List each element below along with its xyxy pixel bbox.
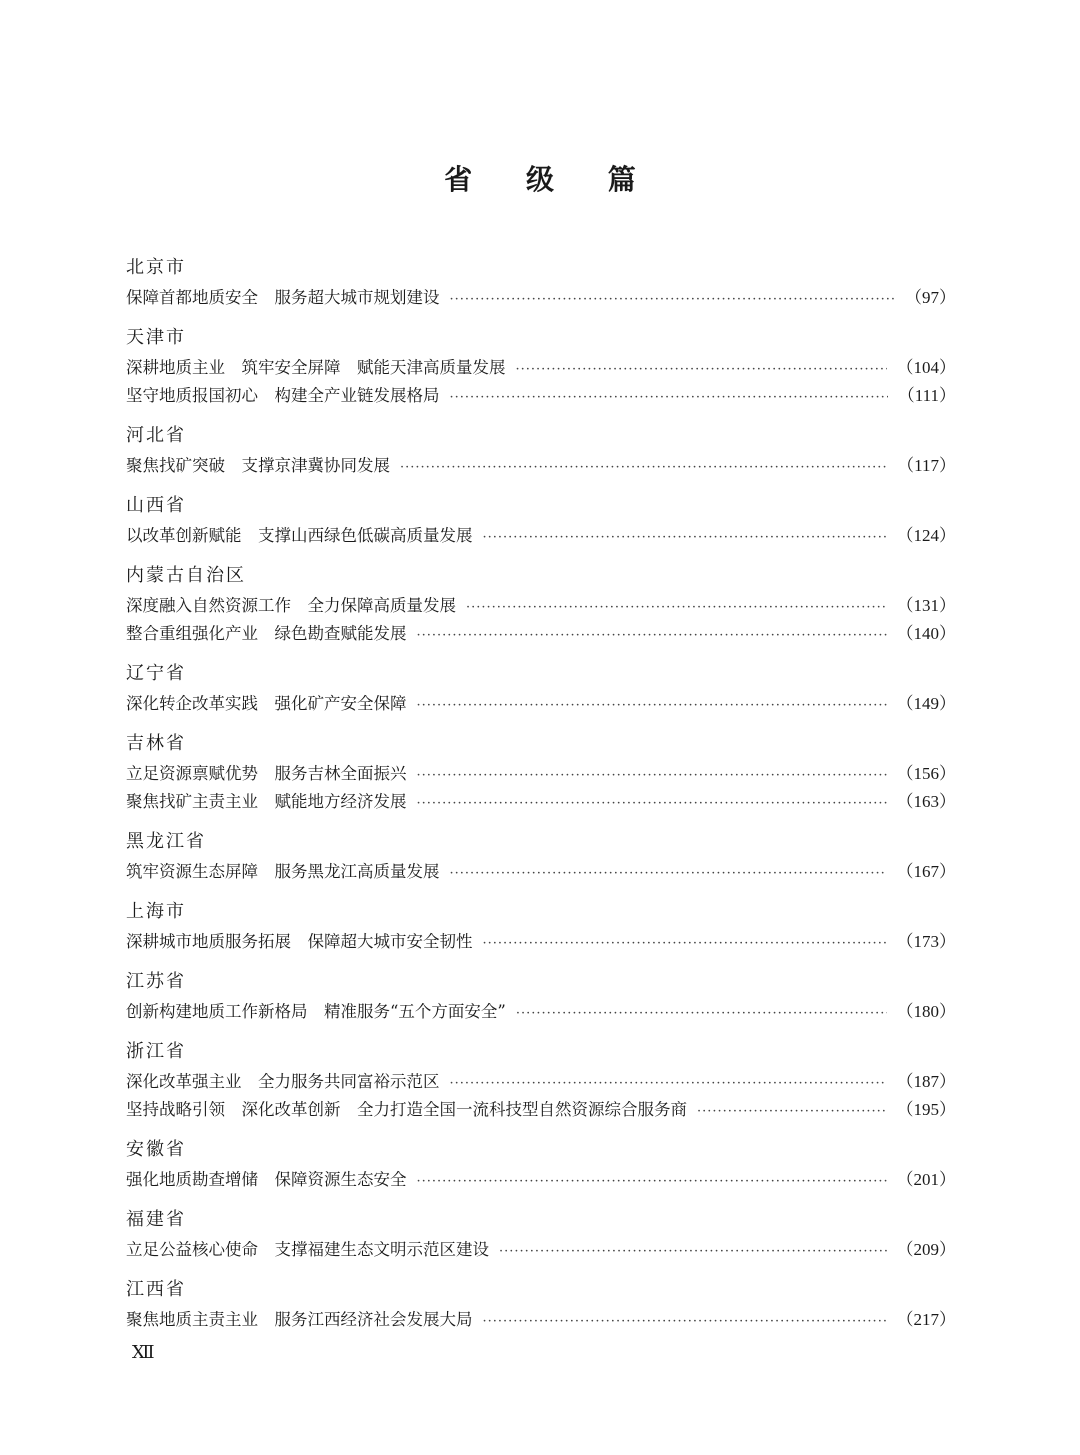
dot-leader (417, 1168, 887, 1196)
section-heading: 河北省 (126, 425, 186, 446)
entry-page-number: （195） (896, 1100, 956, 1119)
toc-section (126, 562, 956, 648)
dot-leader (417, 692, 887, 720)
entry-page-number: （124） (896, 526, 956, 545)
entry-title: 深度融入自然资源工作 全力保障高质量发展 (126, 596, 456, 615)
toc-section (126, 492, 956, 550)
page-title: 省 级 篇 (444, 163, 658, 196)
dot-leader (417, 622, 887, 650)
entry-title: 深化转企改革实践 强化矿产安全保障 (126, 694, 407, 713)
toc-section (126, 1276, 956, 1334)
toc-entry[interactable] (126, 760, 956, 788)
entry-page-number: （173） (896, 932, 956, 951)
entry-title: 深化改革强主业 全力服务共同富裕示范区 (126, 1072, 440, 1091)
entry-title: 坚守地质报国初心 构建全产业链发展格局 (126, 386, 440, 405)
toc-entry[interactable] (126, 382, 956, 410)
toc-entry[interactable] (126, 1236, 956, 1264)
dot-leader (450, 384, 888, 412)
entry-title: 创新构建地质工作新格局 精准服务“五个方面安全” (126, 1002, 506, 1021)
entry-page-number: （180） (896, 1002, 956, 1021)
entry-title: 整合重组强化产业 绿色勘查赋能发展 (126, 624, 407, 643)
entry-page-number: （117） (897, 456, 956, 475)
section-heading: 辽宁省 (126, 663, 186, 684)
toc-section (126, 828, 956, 886)
entry-page-number: （140） (896, 624, 956, 643)
toc-section (126, 254, 956, 312)
entry-title: 聚焦找矿突破 支撑京津冀协同发展 (126, 456, 390, 475)
toc-section (126, 1038, 956, 1124)
dot-leader (417, 790, 887, 818)
dot-leader (483, 524, 887, 552)
toc-entry[interactable] (126, 1096, 956, 1124)
toc-entry[interactable] (126, 1068, 956, 1096)
toc-entry[interactable] (126, 592, 956, 620)
toc-section (126, 730, 956, 816)
entry-title: 筑牢资源生态屏障 服务黑龙江高质量发展 (126, 862, 440, 881)
toc-entry[interactable] (126, 284, 956, 312)
toc-section (126, 1136, 956, 1194)
toc-entry[interactable] (126, 788, 956, 816)
entry-title: 聚焦地质主责主业 服务江西经济社会发展大局 (126, 1310, 473, 1329)
entry-title: 以改革创新赋能 支撑山西绿色低碳高质量发展 (126, 526, 473, 545)
table-of-contents (126, 254, 956, 1346)
section-heading: 北京市 (126, 257, 186, 278)
toc-entry[interactable] (126, 998, 956, 1026)
entry-page-number: （131） (896, 596, 956, 615)
section-heading: 福建省 (126, 1209, 186, 1230)
entry-title: 立足公益核心使命 支撑福建生态文明示范区建设 (126, 1240, 489, 1259)
section-heading: 内蒙古自治区 (126, 565, 246, 586)
section-heading: 吉林省 (126, 733, 186, 754)
section-heading: 江西省 (126, 1279, 186, 1300)
section-heading: 安徽省 (126, 1139, 186, 1160)
entry-title: 深耕城市地质服务拓展 保障超大城市安全韧性 (126, 932, 473, 951)
toc-section (126, 968, 956, 1026)
dot-leader (450, 1070, 887, 1098)
entry-title: 保障首都地质安全 服务超大城市规划建设 (126, 288, 440, 307)
section-heading: 黑龙江省 (126, 831, 206, 852)
entry-page-number: （187） (896, 1072, 956, 1091)
dot-leader (516, 1000, 887, 1028)
entry-title: 立足资源禀赋优势 服务吉林全面振兴 (126, 764, 407, 783)
entry-page-number: （104） (896, 358, 956, 377)
entry-page-number: （201） (896, 1170, 956, 1189)
entry-page-number: （97） (905, 288, 956, 307)
section-heading: 浙江省 (126, 1041, 186, 1062)
toc-entry[interactable] (126, 1166, 956, 1194)
entry-page-number: （163） (896, 792, 956, 811)
section-heading: 天津市 (126, 327, 186, 348)
toc-section (126, 324, 956, 410)
toc-section (126, 898, 956, 956)
entry-page-number: （167） (896, 862, 956, 881)
toc-entry[interactable] (126, 928, 956, 956)
dot-leader (483, 930, 887, 958)
toc-entry[interactable] (126, 690, 956, 718)
toc-entry[interactable] (126, 858, 956, 886)
entry-page-number: （217） (896, 1310, 956, 1329)
dot-leader (499, 1238, 887, 1266)
entry-page-number: （149） (896, 694, 956, 713)
section-heading: 江苏省 (126, 971, 186, 992)
dot-leader (450, 860, 887, 888)
section-heading: 上海市 (126, 901, 186, 922)
entry-title: 聚焦找矿主责主业 赋能地方经济发展 (126, 792, 407, 811)
toc-entry[interactable] (126, 452, 956, 480)
toc-section (126, 422, 956, 480)
toc-section (126, 1206, 956, 1264)
entry-page-number: （111） (897, 386, 956, 405)
toc-entry[interactable] (126, 1306, 956, 1334)
entry-title: 坚持战略引领 深化改革创新 全力打造全国一流科技型自然资源综合服务商 (126, 1100, 687, 1119)
entry-title: 深耕地质主业 筑牢安全屏障 赋能天津高质量发展 (126, 358, 506, 377)
dot-leader (450, 286, 896, 314)
entry-page-number: （209） (896, 1240, 956, 1259)
dot-leader (483, 1308, 887, 1336)
entry-page-number: （156） (896, 764, 956, 783)
toc-section (126, 660, 956, 718)
section-heading: 山西省 (126, 495, 186, 516)
toc-entry[interactable] (126, 620, 956, 648)
dot-leader (400, 454, 887, 482)
dot-leader (417, 762, 887, 790)
toc-entry[interactable] (126, 354, 956, 382)
dot-leader (466, 594, 887, 622)
toc-entry[interactable] (126, 522, 956, 550)
dot-leader (516, 356, 887, 384)
entry-title: 强化地质勘查增储 保障资源生态安全 (126, 1170, 407, 1189)
dot-leader (697, 1098, 887, 1126)
page-number: Ⅻ (132, 1342, 153, 1362)
